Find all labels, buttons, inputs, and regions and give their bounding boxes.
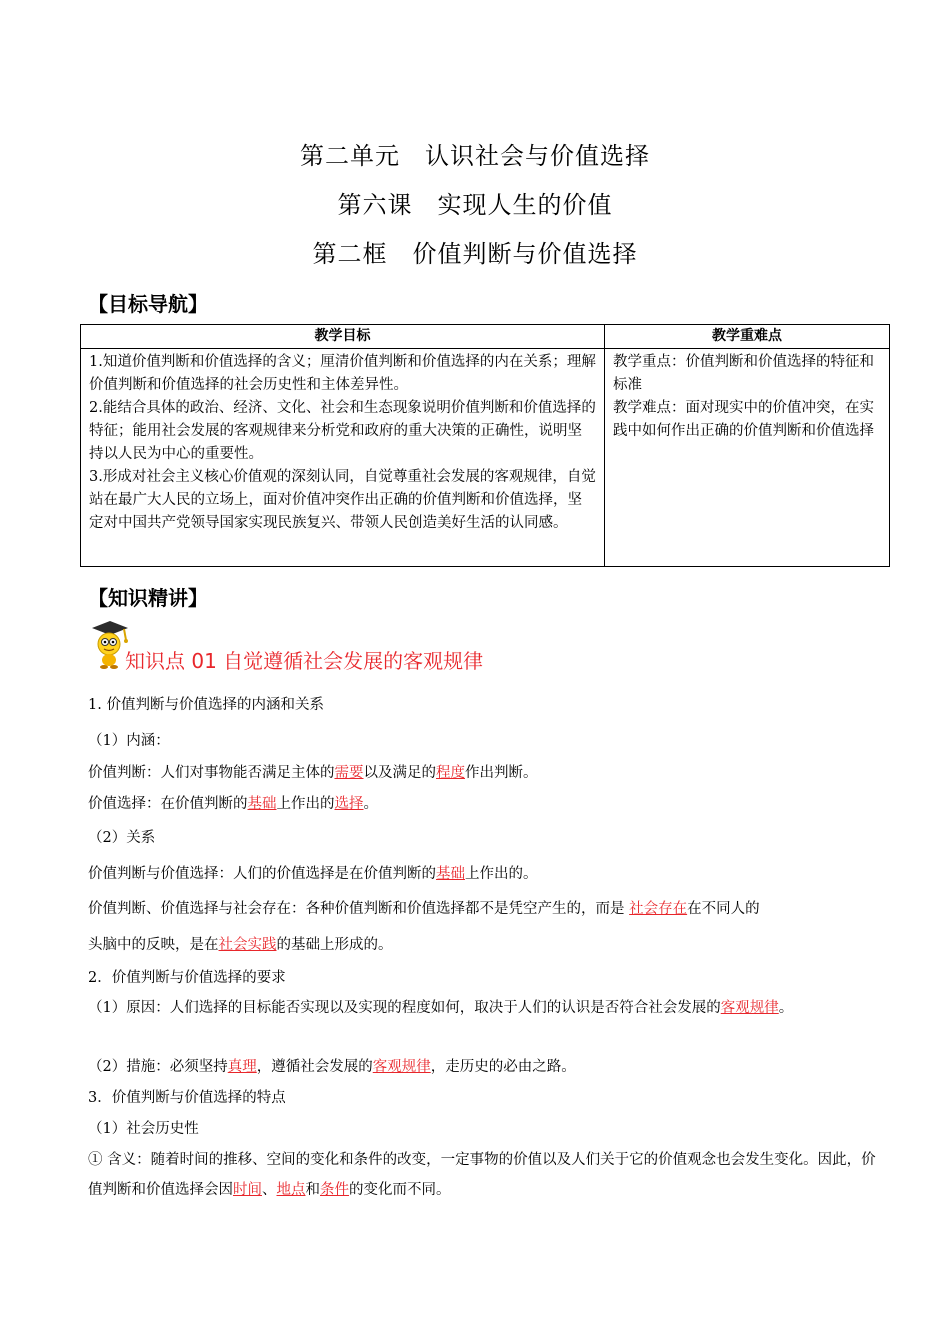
answer-blank: 客观规律 [372, 1059, 431, 1075]
frame-title: 第二框 价值判断与价值选择 [312, 240, 638, 268]
line-value-choice: 价值选择：在价值判断的基础上作出的选择。 [88, 796, 378, 812]
answer-blank: 基础 [436, 866, 465, 882]
answer-blank: 选择 [334, 796, 364, 812]
heading-1: 1. 价值判断与价值选择的内涵和关系 [88, 697, 324, 713]
subheading-relation: （2）关系 [88, 830, 156, 846]
subheading-social-history: （1）社会历史性 [88, 1121, 199, 1137]
col-objectives-header: 教学目标 [81, 325, 605, 349]
answer-blank: 社会实践 [218, 937, 277, 953]
keypoints-cell [605, 349, 890, 567]
subheading-connotation: （1）内涵： [88, 733, 170, 749]
knowledge-point-title: 知识点 01 自觉遵循社会发展的客观规律 [125, 649, 484, 673]
answer-blank: 程度 [436, 765, 465, 781]
lesson-title: 第六课 实现人生的价值 [337, 191, 613, 219]
key-point-item: 教学重点：价值判断和价值选择的特征和标准 [613, 354, 874, 393]
line-measures: （2）措施：必须坚持真理，遵循社会发展的客观规律，走历史的必由之路。 [88, 1059, 576, 1075]
objective-item: 1.知道价值判断和价值选择的含义；厘清价值判断和价值选择的内在关系；理解价值判断和价值选择的社会历史性和主体差异性。 [89, 354, 596, 393]
difficult-point-item: 教学难点：面对现实中的价值冲突，在实践中如何作出正确的价值判断和价值选择 [613, 400, 874, 439]
objective-item: 3.形成对社会主义核心价值观的深刻认同，自觉尊重社会发展的客观规律，自觉站在最广大人民的立场上，面对价值冲突作出正确的价值判断和价值选择，坚定对中国共产党领导国家实现民族复兴、带领人民创造美好生活的认同感。 [89, 469, 596, 531]
section-goals-nav: 【目标导航】 [88, 292, 208, 316]
line-value-judgment: 价值判断：人们对事物能否满足主体的需要以及满足的程度作出判断。 [88, 765, 538, 781]
line-relation-2: 价值判断、价值选择与社会存在：各种价值判断和价值选择都不是凭空产生的，而是 社会存在在不同人的 [88, 901, 760, 917]
answer-blank: 社会存在 [629, 901, 688, 917]
line-relation-1: 价值判断与价值选择：人们的价值选择是在价值判断的基础上作出的。 [88, 866, 538, 882]
answer-blank: 真理 [227, 1059, 257, 1075]
heading-3: 3．价值判断与价值选择的特点 [88, 1090, 286, 1106]
goals-table [80, 324, 890, 567]
line-reason: （1）原因：人们选择的目标能否实现以及实现的程度如何，取决于人们的认识是否符合社会发展的客观规律。 [88, 1000, 794, 1016]
answer-blank: 地点 [276, 1182, 306, 1198]
col-keypoints-header: 教学重难点 [605, 325, 890, 349]
line-relation-3: 头脑中的反映，是在社会实践的基础上形成的。 [88, 937, 393, 953]
line-meaning: ① 含义：随着时间的推移、空间的变化和条件的改变，一定事物的价值以及人们关于它的价值观念也会发生变化。因此，价值判断和价值选择会因时间、地点和条件的变化而不同。 [88, 1152, 876, 1198]
answer-blank: 客观规律 [720, 1000, 779, 1016]
unit-title: 第二单元 认识社会与价值选择 [300, 142, 650, 170]
answer-blank: 时间 [233, 1182, 262, 1198]
objective-item: 2.能结合具体的政治、经济、文化、社会和生态现象说明价值判断和价值选择的特征；能用社会发展的客观规律来分析党和政府的重大决策的正确性，说明坚持以人民为中心的重要性。 [89, 400, 596, 462]
objectives-cell [81, 349, 605, 567]
answer-blank: 需要 [334, 765, 364, 781]
answer-blank: 基础 [247, 796, 277, 812]
heading-2: 2．价值判断与价值选择的要求 [88, 970, 286, 986]
section-knowledge: 【知识精讲】 [88, 586, 208, 610]
answer-blank: 条件 [320, 1182, 349, 1198]
